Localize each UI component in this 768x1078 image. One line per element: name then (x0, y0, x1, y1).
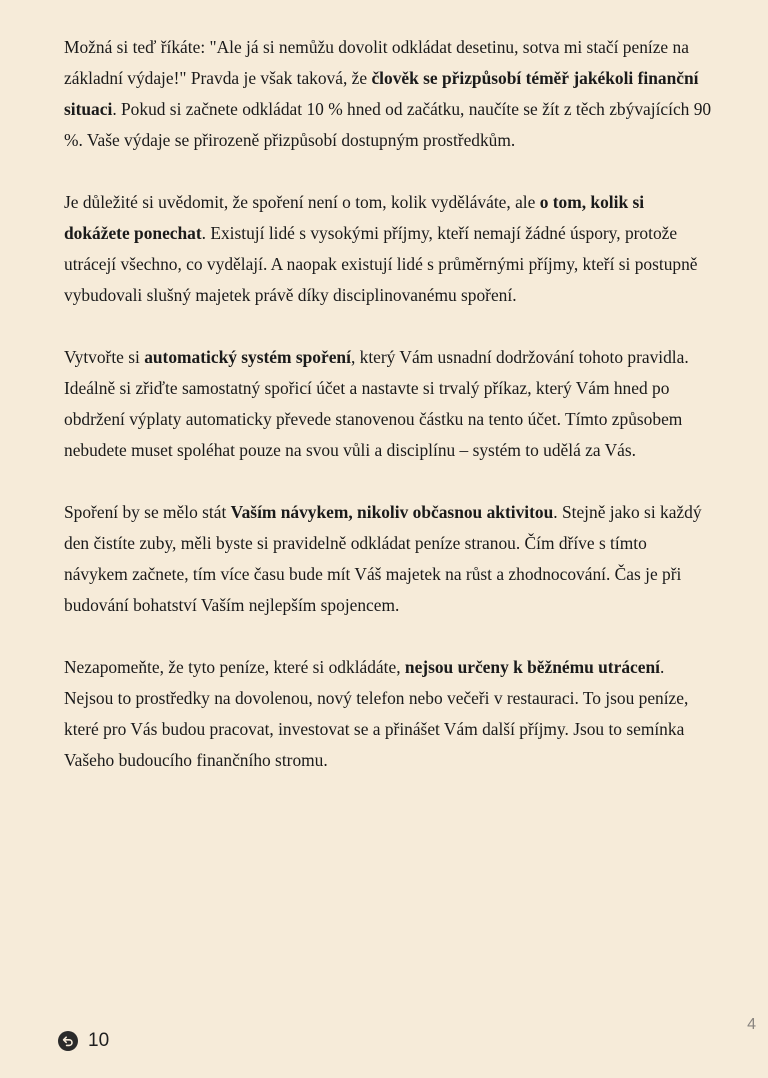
emphasis-text: Vaším návykem, nikoliv občasnou aktivitou (230, 502, 554, 522)
body-text: . Stejně jako si každý den čistíte zuby, měli byste si pravidelně odkládat peníze stranou. Čím dříve s tímto návykem začnete, tím více času bude mít Váš majetek na růst a zhodnocování. Čas je při budování bohatství Vaším nejlepším spojencem. (64, 502, 702, 615)
paragraph (64, 497, 712, 621)
emphasis-text: o tom, kolik si dokážete ponechat (64, 192, 645, 243)
body-text: Nezapomeňte, že tyto peníze, které si odkládáte, (64, 657, 405, 677)
body-text: , který Vám usnadní dodržování tohoto pravidla. Ideálně si zřiďte samostatný spořicí účet a nastavte si trvalý příkaz, který Vám hned po obdržení výplaty automaticky převede stanovenou částku na tento účet. Tímto způsobem nebudete muset spoléhat pouze na svou vůli a disciplínu – systém to udělá za Vás. (64, 347, 689, 460)
back-link[interactable] (58, 1029, 109, 1053)
body-text: . Nejsou to prostředky na dovolenou, nový telefon nebo večeři v restauraci. To jsou peníze, které pro Vás budou pracovat, investovat se a přinášet Vám další příjmy. Jsou to semínka Vašeho budoucího finančního stromu. (64, 657, 689, 770)
emphasis-text: automatický systém spoření (144, 347, 351, 367)
body-text: Spoření by se mělo stát (64, 502, 231, 522)
paragraph (64, 342, 712, 466)
page-number: 4 (747, 1016, 756, 1033)
paragraph (64, 32, 712, 156)
back-page-label: 10 (88, 1030, 110, 1051)
back-arrow-icon (58, 1031, 78, 1051)
paragraph (64, 652, 712, 776)
emphasis-text: nejsou určeny k běžnému utrácení (404, 657, 660, 677)
body-text: . Existují lidé s vysokými příjmy, kteří nemají žádné úspory, protože utrácejí všechno, co vydělají. A naopak existují lidé s průměrnými příjmy, kteří si postupně vybudovali slušný majetek právě díky disciplinovanému spoření. (64, 223, 698, 305)
body-text: . Pokud si začnete odkládat 10 % hned od začátku, naučíte se žít z těch zbývajících 90 %. Vaše výdaje se přirozeně přizpůsobí dostupným prostředkům. (64, 99, 712, 150)
body-text: Možná si teď říkáte: "Ale já si nemůžu dovolit odkládat desetinu, sotva mi stačí peníze na základní výdaje!" Pravda je však taková, že (64, 37, 689, 88)
article-body (64, 32, 712, 807)
emphasis-text: člověk se přizpůsobí téměř jakékoli finanční situaci (64, 68, 699, 119)
body-text: Je důležité si uvědomit, že spoření není o tom, kolik vyděláváte, ale (64, 192, 540, 212)
paragraph (64, 187, 712, 311)
body-text: Vytvořte si (64, 347, 145, 367)
